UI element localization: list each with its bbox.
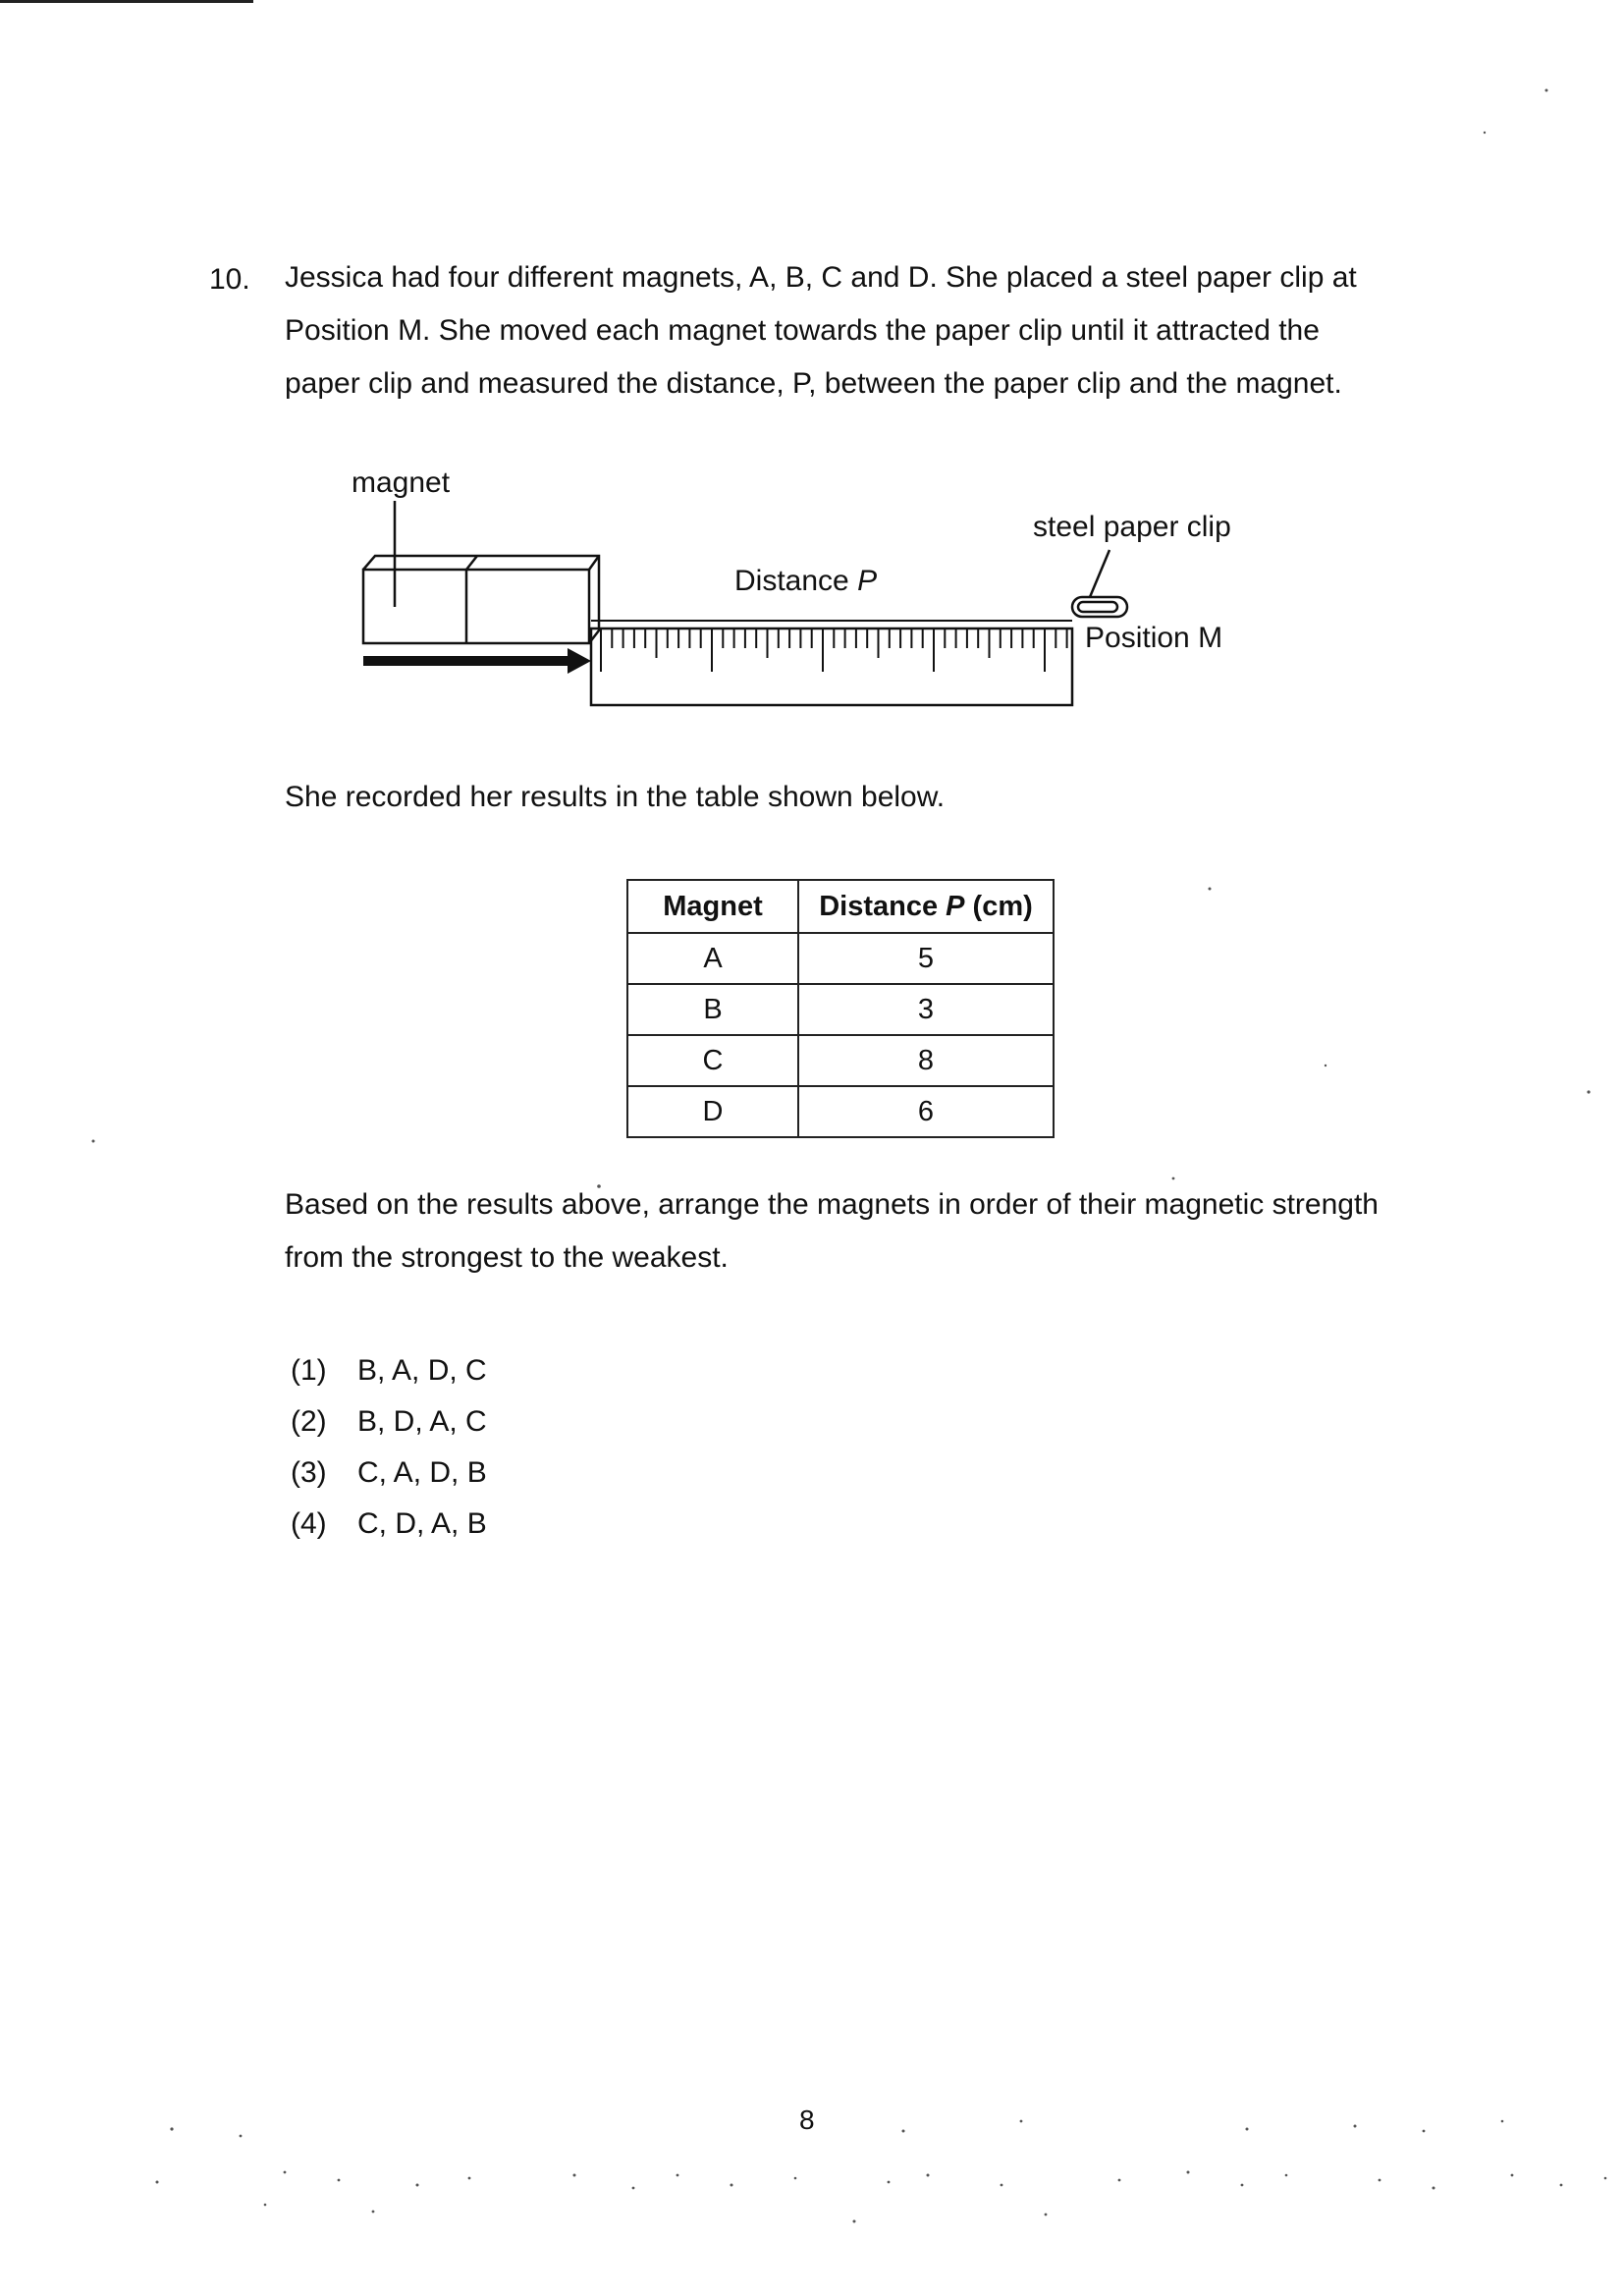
option-number: (4): [291, 1507, 327, 1540]
distance-label-var: P: [857, 565, 878, 597]
header-magnet: Magnet: [627, 880, 798, 933]
cell-distance: 8: [798, 1035, 1054, 1086]
header-distance-unit: (cm): [964, 890, 1033, 922]
position-label: Position M: [1085, 622, 1223, 654]
option-text: B, A, D, C: [357, 1354, 487, 1387]
option-number: (3): [291, 1456, 327, 1489]
header-distance-var: P: [946, 890, 965, 922]
cell-distance: 3: [798, 984, 1054, 1035]
cell-distance: 5: [798, 933, 1054, 984]
option-text: B, D, A, C: [357, 1405, 487, 1438]
question-line: Position M. She moved each magnet towards the paper clip until it attracted the: [285, 314, 1320, 347]
instruction-line: from the strongest to the weakest.: [285, 1241, 729, 1274]
option-number: (2): [291, 1405, 327, 1438]
magnet-label: magnet: [352, 466, 451, 499]
question-line: paper clip and measured the distance, P, between the paper clip and the magnet.: [285, 367, 1342, 400]
option-text: C, A, D, B: [357, 1456, 487, 1489]
cell-magnet: B: [627, 984, 798, 1035]
cell-magnet: C: [627, 1035, 798, 1086]
recorded-text: She recorded her results in the table shown below.: [285, 781, 946, 813]
option-number: (1): [291, 1354, 327, 1387]
question-line: Jessica had four different magnets, A, B, C and D. She placed a steel paper clip at: [285, 261, 1357, 294]
page-number: 8: [799, 2105, 815, 2135]
cell-magnet: D: [627, 1086, 798, 1137]
clip-label: steel paper clip: [1033, 511, 1231, 543]
question-number: 10.: [209, 263, 250, 296]
option-text: C, D, A, B: [357, 1507, 487, 1540]
cell-magnet: A: [627, 933, 798, 984]
cell-distance: 6: [798, 1086, 1054, 1137]
header-distance-text: Distance: [819, 890, 947, 922]
instruction-line: Based on the results above, arrange the magnets in order of their magnetic strength: [285, 1188, 1379, 1221]
distance-label-text: Distance: [734, 565, 858, 597]
